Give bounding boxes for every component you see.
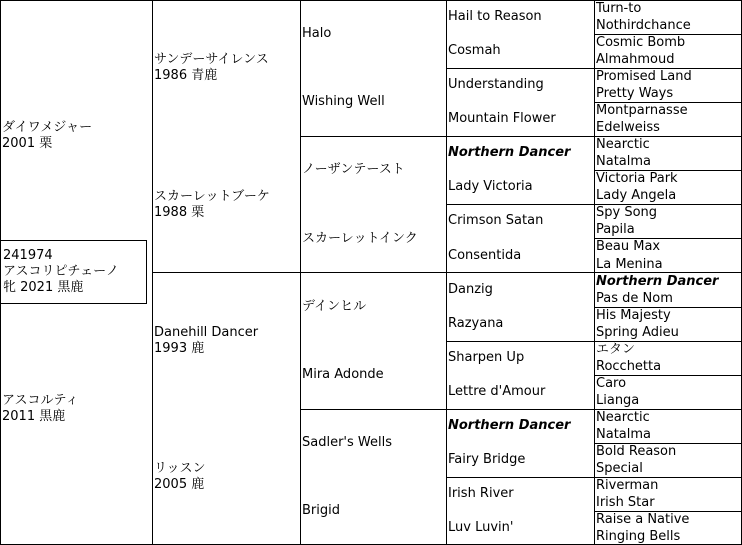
ancestor-g4-15: Irish River <box>448 486 514 501</box>
ancestor-g4-3: Understanding <box>448 77 544 92</box>
ancestor-g3-1: Halo <box>302 26 332 41</box>
grandparent-4 <box>152 409 300 545</box>
ancestor-g4-9: Danzig <box>448 282 493 297</box>
dam-cell <box>0 272 152 545</box>
ancestor-g3-8: Brigid <box>302 503 340 518</box>
dam-info: 2011 黒鹿 <box>2 408 66 424</box>
grandparent-name: Danehill Dancer <box>154 325 259 340</box>
ancestor-g5-25: Nearctic <box>596 410 650 425</box>
ancestor-g5-9: Nearctic <box>596 137 650 152</box>
grandparent-info: 2005 鹿 <box>154 477 205 492</box>
sire-name: ダイワメジャー <box>2 120 93 135</box>
ancestor-g5-14: Papila <box>596 222 635 237</box>
grandparent-info: 1993 鹿 <box>154 341 205 356</box>
ancestor-g5-18: Pas de Nom <box>596 291 673 306</box>
ancestor-g5-27: Bold Reason <box>596 444 677 459</box>
grandparent-name: スカーレットブーケ <box>154 188 270 204</box>
ancestor-g3-5: デインヒル <box>302 299 367 314</box>
ancestor-g5-29: Riverman <box>596 478 659 493</box>
grandparent-3 <box>152 273 300 409</box>
ancestor-g5-12: Lady Angela <box>596 188 677 203</box>
sire-info: 2001 栗 <box>2 136 53 151</box>
ancestor-g5-2: Nothirdchance <box>596 18 691 33</box>
subject-info: 牝 2021 黒鹿 <box>3 280 84 295</box>
ancestor-g5-7: Montparnasse <box>596 103 688 118</box>
ancestor-g4-11: Sharpen Up <box>448 350 525 365</box>
ancestor-g4-1: Hail to Reason <box>448 9 542 24</box>
ancestor-g5-19: His Majesty <box>596 308 671 323</box>
subject-name: アスコリピチェーノ <box>3 264 119 279</box>
grandparent-name: サンデーサイレンス <box>154 52 269 67</box>
ancestor-g5-26: Natalma <box>596 427 651 442</box>
ancestor-g3-4: スカーレットインク <box>302 230 418 246</box>
ancestor-g4-4: Mountain Flower <box>448 111 556 126</box>
ancestor-g4-5: Northern Dancer <box>448 145 571 160</box>
ancestor-g5-10: Natalma <box>596 154 651 169</box>
ancestor-g5-22: Rocchetta <box>596 359 662 374</box>
ancestor-g4-8: Consentida <box>448 247 522 263</box>
ancestor-g4-10: Razyana <box>448 316 504 331</box>
grandparent-info: 1988 栗 <box>154 204 205 220</box>
ancestor-g4-6: Lady Victoria <box>448 179 533 194</box>
ancestor-g5-5: Promised Land <box>596 69 692 84</box>
grandparent-info: 1986 青鹿 <box>154 68 218 83</box>
grandparent-1 <box>152 0 300 136</box>
ancestor-g5-28: Special <box>596 461 643 476</box>
ancestor-g5-11: Victoria Park <box>596 171 678 186</box>
ancestor-g5-21: エタン <box>596 342 636 357</box>
ancestor-g5-24: Lianga <box>596 393 640 408</box>
ancestor-g5-8: Edelweiss <box>596 120 660 135</box>
ancestor-g3-3: ノーザンテースト <box>302 162 405 177</box>
ancestor-g3-6: Mira Adonde <box>302 367 384 382</box>
ancestor-g4-2: Cosmah <box>448 43 501 58</box>
ancestor-g4-14: Fairy Bridge <box>448 452 526 467</box>
ancestor-g4-13: Northern Dancer <box>448 418 571 433</box>
ancestor-g4-12: Lettre d'Amour <box>448 384 546 399</box>
ancestor-g3-2: Wishing Well <box>302 94 385 109</box>
ancestor-g5-1: Turn-to <box>596 1 642 16</box>
ancestor-g5-3: Cosmic Bomb <box>596 35 686 50</box>
ancestor-g4-7: Crimson Satan <box>448 213 544 228</box>
ancestor-g5-20: Spring Adieu <box>596 325 679 340</box>
grandparent-name: リッスン <box>154 461 206 476</box>
grandparent-2 <box>152 136 300 273</box>
ancestor-g5-6: Pretty Ways <box>596 86 674 101</box>
dam-name: アスコルティ <box>2 392 79 408</box>
ancestor-g5-13: Spy Song <box>596 205 658 220</box>
ancestor-g5-17: Northern Dancer <box>596 274 719 289</box>
ancestor-g5-15: Beau Max <box>596 239 661 254</box>
ancestor-g5-4: Almahmoud <box>596 52 675 67</box>
ancestor-g5-31: Raise a Native <box>596 512 690 527</box>
ancestor-g5-23: Caro <box>596 376 627 391</box>
ancestor-g5-32: Ringing Bells <box>596 529 681 544</box>
ancestor-g4-16: Luv Luvin' <box>448 520 514 535</box>
ancestor-g3-7: Sadler's Wells <box>302 435 392 450</box>
ancestor-g5-16: La Menina <box>596 256 663 272</box>
sire-cell <box>0 0 152 272</box>
subject-id: 241974 <box>3 248 53 263</box>
ancestor-g5-30: Irish Star <box>596 495 655 510</box>
